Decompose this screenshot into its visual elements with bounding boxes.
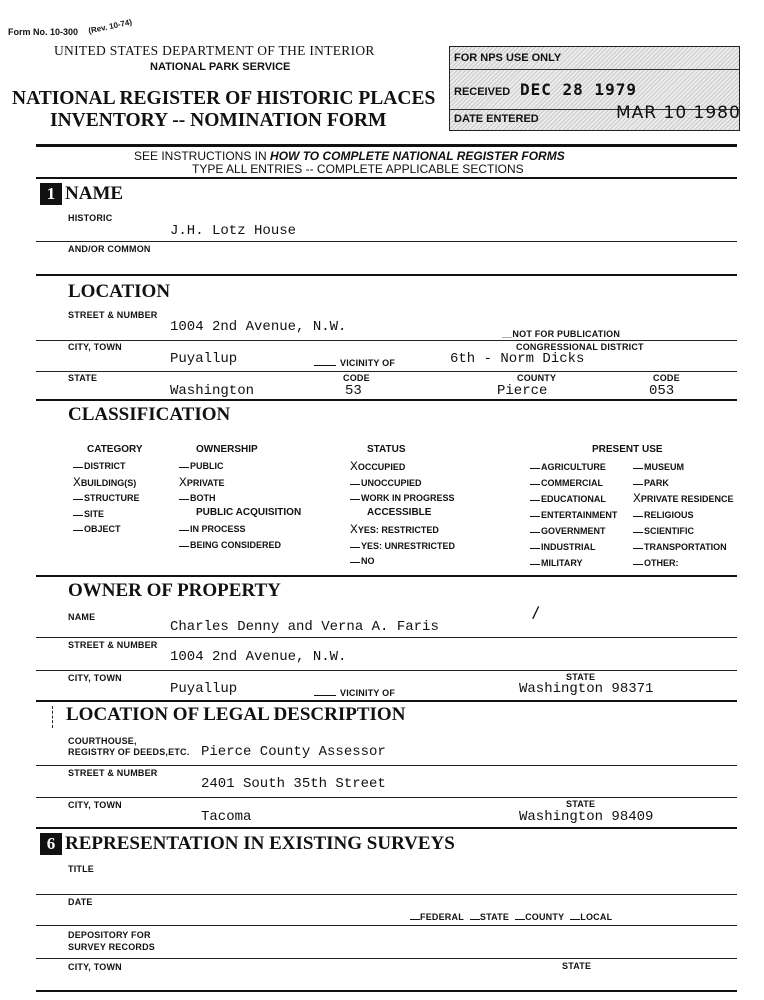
location-street-label: STREET & NUMBER	[68, 310, 158, 320]
rule-owner-end	[36, 700, 737, 702]
rule-city	[36, 371, 737, 372]
rule-name-end	[36, 274, 737, 276]
acquisition-options	[179, 522, 281, 553]
owner-street-value: 1004 2nd Avenue, N.W.	[170, 649, 347, 665]
present-use-left	[530, 459, 617, 571]
present-use-option[interactable]	[530, 459, 617, 475]
accessible-option[interactable]	[350, 554, 455, 570]
rule-owner-street	[36, 670, 737, 671]
blank-checkbox	[73, 466, 83, 468]
date-entered-label: DATE ENTERED	[454, 113, 539, 125]
courthouse-label-2: REGISTRY OF DEEDS,ETC.	[68, 747, 190, 757]
present-use-heading: PRESENT USE	[592, 444, 663, 455]
ownership-options	[179, 459, 224, 507]
present-use-option[interactable]	[530, 555, 617, 571]
present-use-option[interactable]	[530, 507, 617, 523]
category-option[interactable]	[73, 507, 140, 523]
location-vicinity-label: VICINITY OF	[340, 358, 396, 368]
blank-checkbox	[350, 561, 360, 563]
courthouse-value: Pierce County Assessor	[201, 744, 386, 760]
blank-checkbox	[73, 514, 83, 516]
service-name: NATIONAL PARK SERVICE	[150, 61, 291, 73]
present-use-option-label: MILITARY	[541, 558, 583, 568]
blank-checkbox	[530, 563, 540, 565]
status-option-label: WORK IN PROGRESS	[361, 493, 455, 503]
pen-mark: /	[531, 602, 540, 624]
blank-checkbox	[633, 531, 643, 533]
section-name-heading	[40, 183, 123, 205]
category-option[interactable]	[73, 475, 140, 492]
present-use-option-label: EDUCATIONAL	[541, 494, 606, 504]
acquisition-option[interactable]	[179, 522, 281, 538]
blank-checkbox	[410, 919, 420, 920]
present-use-option-label: INDUSTRIAL	[541, 542, 596, 552]
county-code-value: 053	[649, 383, 675, 399]
owner-name-label: NAME	[68, 612, 96, 622]
present-use-option[interactable]	[633, 539, 734, 555]
present-use-option[interactable]	[530, 523, 617, 539]
category-option-label: OBJECT	[84, 524, 121, 534]
ownership-option[interactable]	[179, 459, 224, 475]
rule-classification-end	[36, 575, 737, 577]
blank-checkbox	[350, 498, 360, 500]
ownership-option-label: PRIVATE	[186, 477, 225, 488]
accessible-option-label: YES: UNRESTRICTED	[361, 540, 456, 551]
instructions-divider	[36, 177, 737, 179]
nps-use-stamp-box	[449, 46, 740, 131]
legal-city-value: Tacoma	[201, 809, 252, 825]
accessible-option[interactable]	[350, 522, 455, 539]
survey-level-option[interactable]	[410, 912, 464, 922]
section-location-heading: LOCATION	[68, 281, 171, 302]
form-title-line1: NATIONAL REGISTER OF HISTORIC PLACES	[12, 88, 436, 109]
blank-checkbox	[73, 529, 83, 531]
nps-use-label: FOR NPS USE ONLY	[454, 52, 562, 64]
rule-historic	[36, 241, 737, 242]
check-mark: X	[350, 459, 358, 474]
present-use-option-label: COMMERCIAL	[541, 478, 603, 488]
historic-label: HISTORIC	[68, 213, 113, 223]
owner-vicinity	[314, 688, 395, 698]
present-use-option-label: MUSEUM	[644, 462, 684, 472]
state-code-label: CODE	[343, 373, 370, 383]
present-use-option[interactable]	[633, 555, 734, 571]
survey-date-label: DATE	[68, 897, 93, 907]
rule-legal-end	[36, 827, 737, 829]
category-option-label: SITE	[84, 508, 105, 519]
blank-checkbox	[350, 483, 360, 485]
section-surveys-heading	[40, 833, 455, 855]
owner-name-value: Charles Denny and Verna A. Faris	[170, 619, 439, 635]
form-number: Form No. 10-300	[8, 27, 79, 37]
present-use-option-label: SCIENTIFIC	[644, 526, 695, 536]
present-use-option[interactable]	[633, 459, 734, 475]
received-date-stamp: DEC 28 1979	[520, 80, 637, 99]
survey-level-label: LOCAL	[580, 912, 613, 922]
survey-level-label: STATE	[479, 912, 510, 922]
owner-city-value: Puyallup	[170, 681, 238, 697]
check-mark: X	[73, 474, 81, 490]
category-option[interactable]	[73, 459, 140, 475]
blank-checkbox	[530, 531, 540, 533]
accessible-heading: ACCESSIBLE	[367, 507, 432, 518]
accessible-option[interactable]	[350, 539, 455, 555]
present-use-option-label: RELIGIOUS	[644, 510, 694, 520]
survey-title-label: TITLE	[68, 864, 94, 874]
survey-state-label: STATE	[562, 961, 592, 971]
owner-state-value: Washington 98371	[519, 681, 654, 697]
category-heading: CATEGORY	[87, 444, 143, 455]
check-mark: X	[179, 474, 187, 490]
section-surveys-title: REPRESENTATION IN EXISTING SURVEYS	[65, 833, 455, 854]
legal-city-label: CITY, TOWN	[68, 800, 122, 810]
blank-checkbox	[179, 498, 189, 500]
county-value: Pierce	[497, 383, 548, 399]
rule-street	[36, 340, 737, 341]
congressional-district-value: 6th - Norm Dicks	[450, 351, 585, 367]
present-use-option-label: ENTERTAINMENT	[541, 510, 618, 520]
rule-survey-date	[36, 925, 737, 926]
status-option-label: UNOCCUPIED	[361, 477, 422, 488]
survey-levels	[410, 912, 618, 922]
present-use-option[interactable]	[530, 539, 617, 555]
blank-checkbox	[73, 498, 83, 500]
location-city-label: CITY, TOWN	[68, 342, 122, 352]
owner-city-label: CITY, TOWN	[68, 673, 122, 683]
status-heading: STATUS	[367, 444, 406, 455]
rule-owner-name	[36, 637, 737, 638]
rule-survey-title	[36, 894, 737, 895]
blank-checkbox	[633, 547, 643, 549]
survey-city-label: CITY, TOWN	[68, 962, 122, 972]
section-name-title: NAME	[65, 183, 124, 204]
section-owner-heading: OWNER OF PROPERTY	[68, 580, 281, 601]
survey-level-option[interactable]	[515, 912, 564, 922]
header-divider	[36, 144, 737, 147]
not-for-publication-label: NOT FOR PUBLICATION	[512, 329, 621, 339]
status-option[interactable]	[350, 491, 455, 507]
ownership-option-label: PUBLIC	[190, 461, 224, 471]
blank-checkbox	[633, 483, 643, 485]
legal-street-label: STREET & NUMBER	[68, 768, 158, 778]
present-use-option-label: TRANSPORTATION	[644, 542, 727, 552]
location-state-value: Washington	[170, 383, 255, 399]
status-option[interactable]	[350, 459, 455, 476]
instructions-prefix: SEE INSTRUCTIONS IN	[134, 149, 267, 163]
department-name: UNITED STATES DEPARTMENT OF THE INTERIOR	[54, 43, 375, 58]
county-label: COUNTY	[517, 373, 557, 383]
section-number-6: 6	[40, 833, 62, 855]
blank-checkbox	[179, 466, 189, 468]
acquisition-option-label: BEING CONSIDERED	[190, 539, 282, 550]
state-code-value: 53	[345, 383, 362, 399]
location-city-value: Puyallup	[170, 351, 238, 367]
blank-checkbox	[530, 467, 540, 469]
owner-street-label: STREET & NUMBER	[68, 640, 158, 650]
instructions-title: HOW TO COMPLETE NATIONAL REGISTER FORMS	[270, 149, 565, 163]
present-use-option[interactable]	[530, 475, 617, 491]
location-state-label: STATE	[68, 373, 98, 383]
present-use-right	[633, 459, 734, 571]
category-option[interactable]	[73, 491, 140, 507]
check-mark: X	[350, 522, 358, 537]
blank-checkbox	[179, 529, 189, 531]
status-option[interactable]	[350, 476, 455, 492]
category-option-label: BUILDING(S)	[80, 477, 137, 488]
form-revision: (Rev. 10-74)	[87, 17, 133, 36]
blank-checkbox	[530, 547, 540, 549]
rule-depository	[36, 958, 737, 959]
rule-page-end	[36, 990, 737, 992]
survey-level-option[interactable]	[470, 912, 509, 922]
present-use-option[interactable]	[633, 491, 734, 507]
common-name-label: AND/OR COMMON	[68, 244, 151, 254]
depository-label-2: SURVEY RECORDS	[68, 942, 155, 952]
ownership-option[interactable]	[179, 475, 224, 492]
status-option-label: OCCUPIED	[357, 462, 406, 472]
acquisition-option[interactable]	[179, 538, 281, 554]
location-vicinity	[314, 358, 395, 368]
acquisition-option-label: IN PROCESS	[190, 524, 246, 534]
not-for-publication: __NOT FOR PUBLICATION	[502, 329, 621, 339]
blank-checkbox	[515, 919, 525, 920]
accessible-options	[350, 522, 455, 570]
owner-vicinity-label: VICINITY OF	[340, 688, 396, 698]
blank-checkbox	[350, 546, 360, 548]
rule-legal-street	[36, 797, 737, 798]
legal-street-value: 2401 South 35th Street	[201, 776, 386, 792]
rule-location-end	[36, 399, 737, 401]
present-use-option[interactable]	[633, 523, 734, 539]
survey-level-label: FEDERAL	[420, 912, 464, 922]
survey-level-option[interactable]	[570, 912, 612, 922]
blank-checkbox	[633, 515, 643, 517]
historic-name-value: J.H. Lotz House	[170, 223, 297, 239]
present-use-option[interactable]	[530, 491, 617, 507]
present-use-option-label: GOVERNMENT	[541, 526, 606, 536]
section-classification-heading: CLASSIFICATION	[68, 404, 231, 425]
blank-checkbox	[633, 467, 643, 469]
section-number-1: 1	[40, 183, 62, 205]
present-use-option-label: OTHER:	[644, 558, 679, 568]
blank-checkbox	[470, 919, 480, 920]
ownership-heading: OWNERSHIP	[196, 444, 258, 455]
check-mark: X	[633, 491, 641, 506]
present-use-option-label: AGRICULTURE	[541, 462, 606, 472]
ownership-option[interactable]	[179, 491, 224, 507]
owner-state-label: STATE	[566, 672, 596, 682]
present-use-option[interactable]	[633, 475, 734, 491]
rule-courthouse	[36, 765, 737, 766]
status-options	[350, 459, 455, 507]
congressional-district-label: CONGRESSIONAL DISTRICT	[516, 342, 644, 352]
form-title-line2: INVENTORY -- NOMINATION FORM	[50, 110, 387, 131]
county-code-label: CODE	[653, 373, 680, 383]
present-use-option-label: PRIVATE RESIDENCE	[640, 494, 734, 504]
category-options	[73, 459, 140, 538]
instructions-line1	[134, 149, 565, 163]
ownership-option-label: BOTH	[190, 493, 216, 503]
legal-state-value: Washington 98409	[519, 809, 654, 825]
margin-mark	[52, 706, 54, 728]
accessible-option-label: NO	[361, 556, 375, 566]
depository-label-1: DEPOSITORY FOR	[68, 930, 151, 940]
blank-checkbox	[530, 483, 540, 485]
section-legal-heading: LOCATION OF LEGAL DESCRIPTION	[66, 704, 406, 725]
acquisition-heading: PUBLIC ACQUISITION	[196, 507, 302, 518]
accessible-option-label: YES: RESTRICTED	[357, 525, 439, 535]
blank-checkbox	[530, 499, 540, 501]
received-label: RECEIVED	[454, 86, 511, 98]
present-use-option[interactable]	[633, 507, 734, 523]
instructions-line2: TYPE ALL ENTRIES -- COMPLETE APPLICABLE SECTIONS	[192, 162, 524, 176]
present-use-option-label: PARK	[644, 478, 669, 488]
blank-checkbox	[633, 563, 643, 565]
blank-checkbox	[530, 515, 540, 517]
category-option[interactable]	[73, 522, 140, 538]
legal-state-label: STATE	[566, 799, 596, 809]
category-option-label: DISTRICT	[84, 461, 126, 471]
blank-checkbox	[570, 919, 580, 920]
date-entered-stamp: MAR 10 1980	[616, 103, 741, 123]
courthouse-label-1: COURTHOUSE,	[68, 736, 137, 746]
location-street-value: 1004 2nd Avenue, N.W.	[170, 319, 347, 335]
category-option-label: STRUCTURE	[84, 493, 140, 503]
survey-level-label: COUNTY	[525, 912, 565, 922]
blank-checkbox	[179, 545, 189, 547]
